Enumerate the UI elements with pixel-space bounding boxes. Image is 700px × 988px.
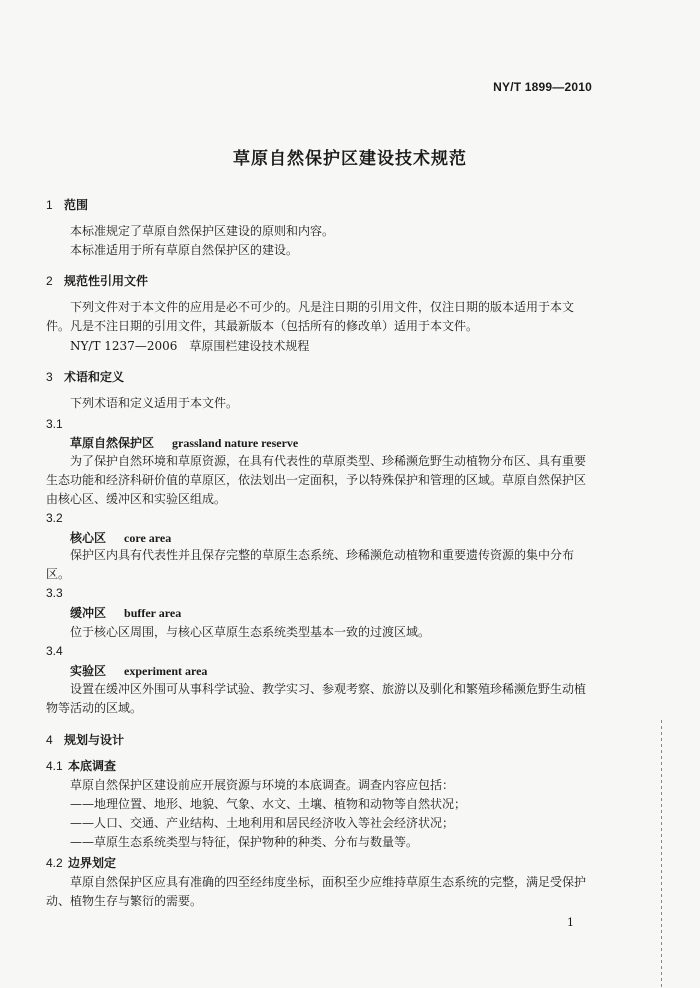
section-title: 规划与设计	[64, 733, 125, 747]
subsection-number: 4.2	[46, 856, 63, 870]
section-number: 4	[46, 733, 53, 747]
term-zh: 草原自然保护区	[70, 436, 155, 450]
normative-references-paragraph: 下列文件对于本文件的应用是必不可少的。凡是注日期的引用文件，仅注日期的版本适用于本文件。凡是不注日期的引用文件，其最新版本（包括所有的修改单）适用于本文件。	[46, 300, 575, 333]
term-heading	[70, 604, 181, 621]
subsection-title: 本底调查	[68, 759, 117, 773]
scope-line: 本标准规定了草原自然保护区建设的原则和内容。	[70, 224, 335, 238]
section-title: 术语和定义	[64, 370, 125, 384]
survey-item: ——人口、交通、产业结构、土地利用和居民经济收入等社会经济状况；	[70, 816, 455, 830]
term-en: grassland nature reserve	[172, 436, 299, 450]
terms-intro: 下列术语和定义适用于本文件。	[70, 396, 239, 410]
term-number: 3.2	[46, 511, 63, 525]
section-1-heading	[46, 196, 88, 213]
document-title: 草原自然保护区建设技术规范	[233, 149, 467, 169]
term-heading	[70, 529, 171, 546]
term-number: 3.1	[46, 417, 63, 431]
term-number: 3.4	[46, 644, 63, 658]
term-number: 3.3	[46, 586, 63, 600]
section-number: 2	[46, 274, 53, 288]
standard-code: NY/T 1899—2010	[493, 80, 592, 94]
term-zh: 核心区	[70, 531, 107, 545]
term-definition: 保护区内具有代表性并且保存完整的草原生态系统、珍稀濒危动植物和重要遗传资源的集中分布区。	[46, 548, 575, 581]
scan-edge-mark	[661, 720, 662, 988]
section-number: 1	[46, 198, 53, 212]
section-3-heading	[46, 368, 124, 385]
term-definition: 位于核心区周围，与核心区草原生态系统类型基本一致的过渡区域。	[70, 625, 431, 639]
scope-line: 本标准适用于所有草原自然保护区的建设。	[70, 243, 299, 257]
survey-item: ——草原生态系统类型与特征，保护物种的种类、分布与数量等。	[70, 835, 419, 849]
term-en: experiment area	[124, 664, 208, 678]
page-number: 1	[567, 916, 574, 929]
section-title: 规范性引用文件	[64, 274, 149, 288]
term-en: buffer area	[124, 606, 182, 620]
term-definition: 设置在缓冲区外围可从事科学试验、教学实习、参观考察、旅游以及驯化和繁殖珍稀濒危野生动植物等活动的区域。	[46, 682, 587, 715]
boundary-paragraph: 草原自然保护区应具有准确的四至经纬度坐标，面积至少应维持草原生态系统的完整，满足受保护动、植物生存与繁衍的需要。	[46, 875, 587, 908]
section-title: 范围	[64, 198, 89, 212]
subsection-heading	[46, 757, 116, 774]
subsection-title: 边界划定	[68, 856, 117, 870]
section-number: 3	[46, 370, 53, 384]
term-zh: 缓冲区	[70, 606, 107, 620]
term-zh: 实验区	[70, 664, 107, 678]
subsection-heading	[46, 854, 116, 871]
subsection-number: 4.1	[46, 759, 63, 773]
reference-entry: NY/T 1237—2006 草原围栏建设技术规程	[70, 339, 310, 353]
survey-item: ——地理位置、地形、地貌、气象、水文、土壤、植物和动物等自然状况；	[70, 797, 467, 811]
section-2-heading	[46, 272, 148, 289]
term-en: core area	[124, 531, 172, 545]
term-definition: 为了保护自然环境和草原资源，在具有代表性的草原类型、珍稀濒危野生动植物分布区、具有重要生态功能和经济科研价值的草原区，依法划出一定面积，予以特殊保护和管理的区域。草原自然保护区由核心区、缓冲区和实验区组成。	[46, 454, 587, 506]
term-heading	[70, 434, 298, 451]
term-heading	[70, 662, 207, 679]
section-4-heading	[46, 731, 124, 748]
survey-intro: 草原自然保护区建设前应开展资源与环境的本底调查。调查内容应包括：	[70, 778, 455, 792]
